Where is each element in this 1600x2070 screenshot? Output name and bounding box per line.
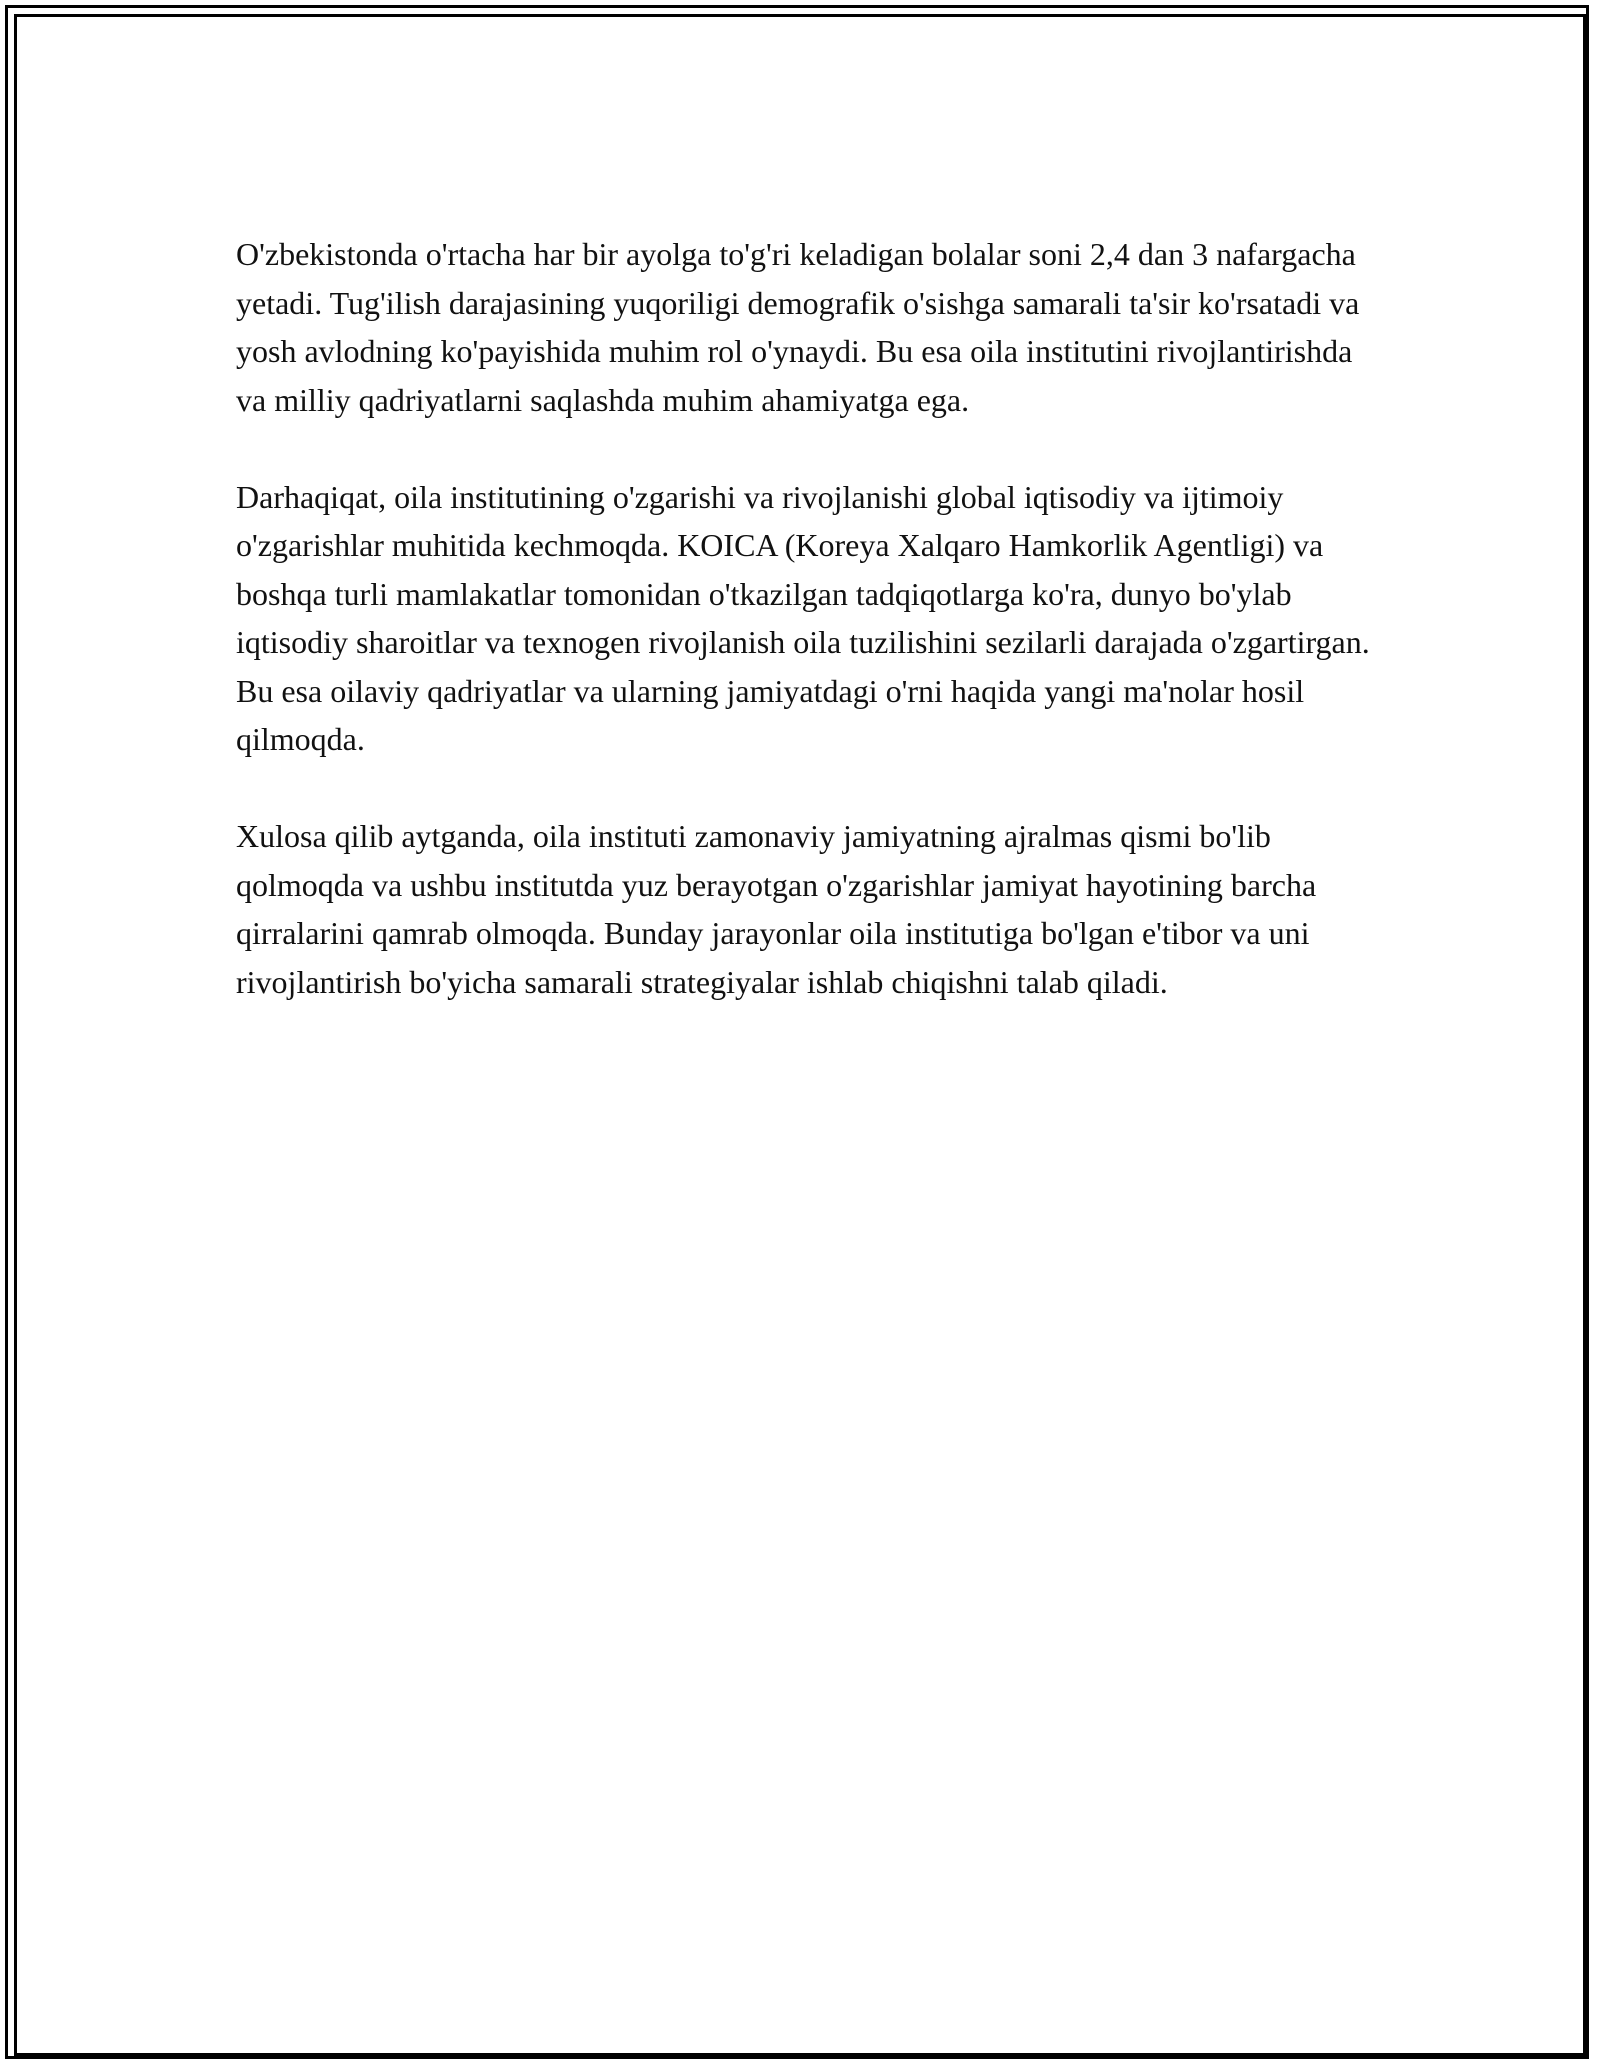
paragraph-conclusion: Xulosa qilib aytganda, oila instituti zamonaviy jamiyatning ajralmas qismi bo'lib qolmoqda va ushbu institutda yuz berayotgan o'zgarishlar jamiyat hayotining barcha qirralarini qamrab olmoqda. Bunday jarayonlar oila institutiga bo'lgan e'tibor va uni rivojlantirish bo'yicha samarali strategiyalar ishlab chiqishni talab qiladi. [236, 818, 1317, 1000]
document-body [236, 230, 1376, 1055]
paragraph-birth-rate: O'zbekistonda o'rtacha har bir ayolga to'g'ri keladigan bolalar soni 2,4 dan 3 nafargacha yetadi. Tug'ilish darajasining yuqoriligi demografik o'sishga samarali ta'sir ko'rsatadi va yosh avlodning ko'payishida muhim rol o'ynaydi. Bu esa oila institutini rivojlantirishda va milliy qadriyatlarni saqlashda muhim ahamiyatga ega. [236, 236, 1360, 418]
paragraph-family-institution-change: Darhaqiqat, oila institutining o'zgarishi va rivojlanishi global iqtisodiy va ijtimoiy o'zgarishlar muhitida kechmoqda. KOICA (Koreya Xalqaro Hamkorlik Agentligi) va boshqa turli mamlakatlar tomonidan o'tkazilgan tadqiqotlarga ko'ra, dunyo bo'ylab iqtisodiy sharoitlar va texnogen rivojlanish oila tuzilishini sezilarli darajada o'zgartirgan. Bu esa oilaviy qadriyatlar va ularning jamiyatdagi o'rni haqida yangi ma'nolar hosil qilmoqda. [236, 478, 1370, 757]
